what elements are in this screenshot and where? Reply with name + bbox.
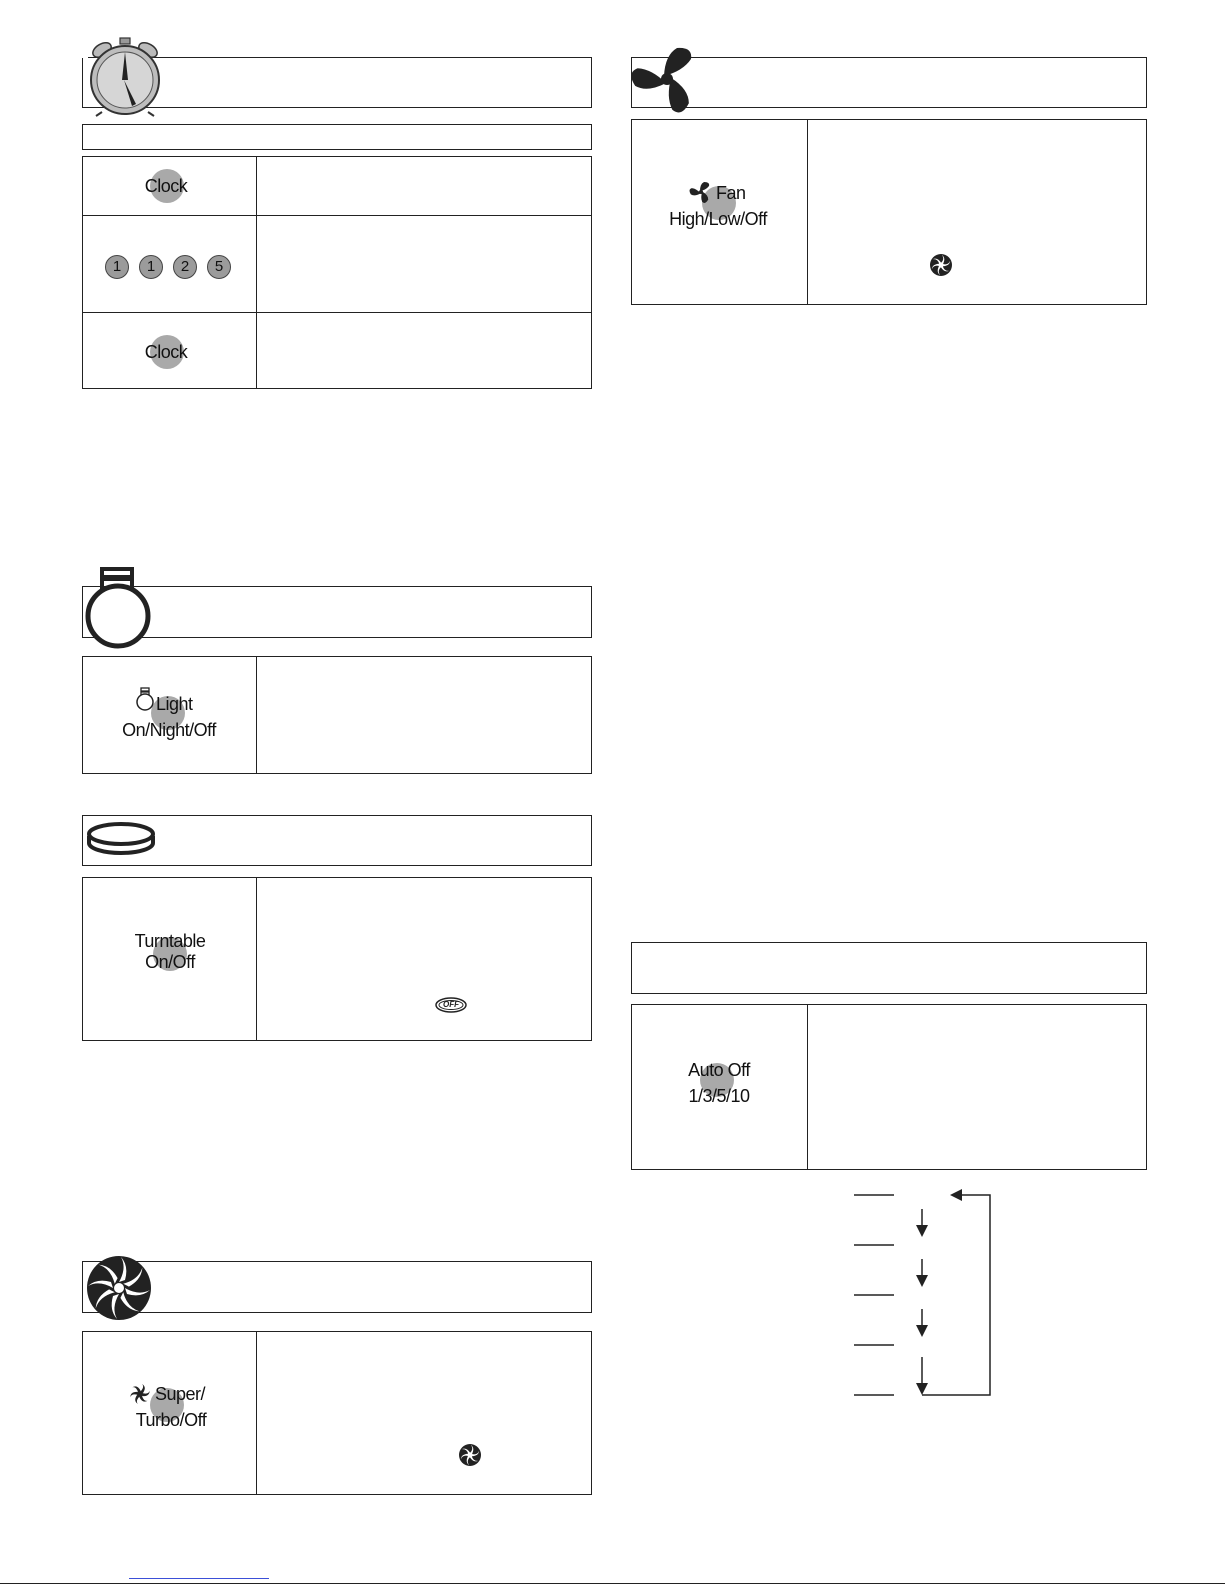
number-key-1[interactable]: 1 [105,255,129,279]
auto-off-cycle-diagram [850,1185,1000,1405]
light-button-label-2[interactable]: On/Night/Off [122,720,216,740]
clock-table [82,156,592,389]
turntable-button-label-1[interactable]: Turntable [134,931,206,951]
clock-button-1[interactable]: Clock [144,176,188,196]
footer-rule [0,1583,1225,1584]
number-key-3[interactable]: 2 [173,255,197,279]
clock-subheader-box [82,124,592,150]
footer-link-underline[interactable] [129,1578,269,1579]
number-key-2[interactable]: 1 [139,255,163,279]
off-badge-icon [435,997,467,1013]
turntable-icon [86,820,156,860]
auto-off-button-label-2[interactable]: 1/3/5/10 [688,1086,750,1106]
turntable-table [82,877,592,1041]
super-table [82,1331,592,1495]
fan-button-label-1[interactable]: Fan [716,183,746,203]
auto-off-table [631,1004,1147,1170]
turntable-header-box [82,815,592,866]
super-button-label-2[interactable]: Turbo/Off [135,1410,207,1430]
fan-icon [632,46,702,112]
light-button-label-1[interactable]: Light [156,694,193,714]
fan-table [631,119,1147,305]
super-fan-indicator-icon [458,1443,482,1467]
clock-table-row-divider-1 [83,215,591,216]
small-light-bulb-icon [135,687,155,711]
clock-table-row-divider-2 [83,312,591,313]
off-badge-text: OFF [443,1000,459,1009]
fan-indicator-icon [929,253,953,277]
light-bulb-icon [84,566,154,650]
fan-header-box [631,57,1147,108]
number-key-4[interactable]: 5 [207,255,231,279]
super-header-box [82,1261,592,1313]
turntable-button-label-2[interactable]: On/Off [145,952,195,972]
clock-button-2[interactable]: Clock [144,342,188,362]
auto-off-button-label-1[interactable]: Auto Off [688,1060,750,1080]
auto-off-header-box [631,942,1147,994]
alarm-clock-icon [80,36,170,116]
super-button-label-1[interactable]: Super/ [155,1384,206,1404]
light-table [82,656,592,774]
super-fan-icon [84,1254,154,1322]
fan-button-label-2[interactable]: High/Low/Off [669,209,767,229]
small-super-fan-icon [129,1383,151,1405]
small-fan-icon [690,181,712,203]
light-header-box [82,586,592,638]
